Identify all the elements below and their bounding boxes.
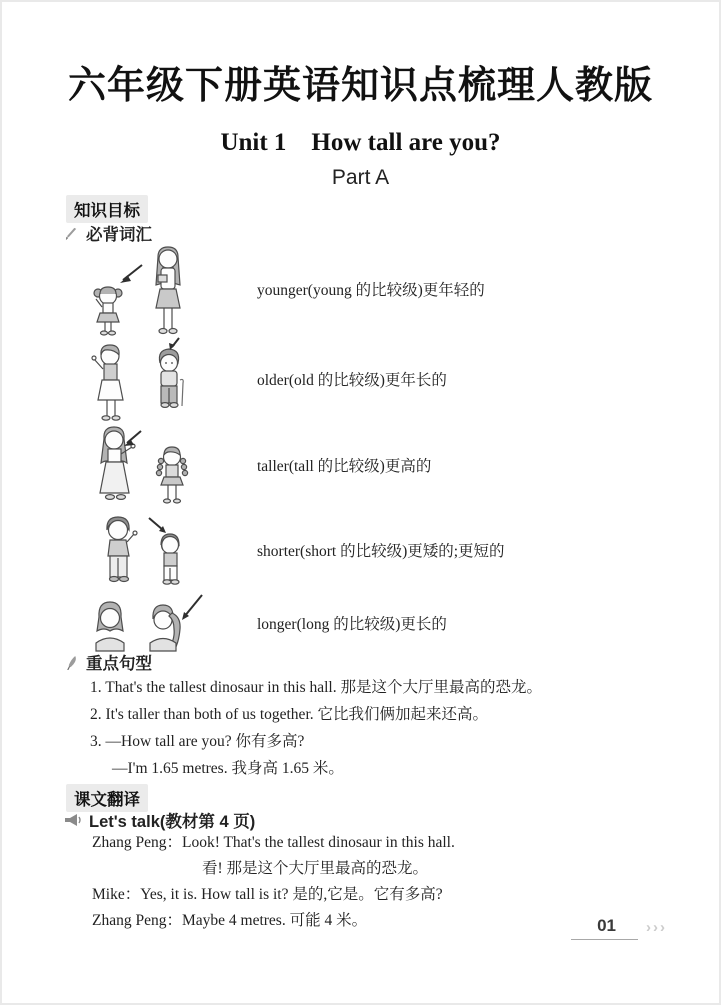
dialog-line xyxy=(92,882,672,908)
vocab-row xyxy=(62,591,672,654)
page-number: 01 xyxy=(571,916,638,940)
dialog-speaker: Mike： xyxy=(92,886,141,903)
dialog-line xyxy=(92,830,672,856)
illustration-shorter xyxy=(62,508,257,591)
vocab-text: older(old 的比较级)更年长的 xyxy=(257,371,447,389)
vocab-text: taller(tall 的比较级)更高的 xyxy=(257,457,432,475)
key-sentence: 1. That's the tallest dinosaur in this hall. 那是这个大厅里最高的恐龙。 xyxy=(90,679,542,696)
knowledge-goal-badge: 知识目标 xyxy=(66,195,148,223)
dialog-text: Yes, it is. How tall is it? 是的,它是。它有多高? xyxy=(140,886,443,903)
part-title: Part A xyxy=(331,166,390,189)
lets-talk-heading-row xyxy=(64,808,255,832)
vocab-row xyxy=(62,508,672,591)
sentences-heading-row xyxy=(64,650,152,674)
quill-icon xyxy=(64,655,79,670)
key-sentences xyxy=(90,674,670,782)
page-footer xyxy=(571,916,667,940)
vocab-text: shorter(short 的比较级)更矮的;更短的 xyxy=(257,542,505,560)
key-sentence: —I'm 1.65 metres. 我身高 1.65 米。 xyxy=(112,760,344,777)
illustration-younger xyxy=(62,243,257,336)
vocab-text: longer(long 的比较级)更长的 xyxy=(257,615,447,633)
sentences-heading: 重点句型 xyxy=(86,655,152,673)
illustration-longer xyxy=(62,591,257,654)
unit-title: Unit 1 How tall are you? xyxy=(220,129,501,156)
vocab-text: younger(young 的比较级)更年轻的 xyxy=(257,282,485,299)
pager-chevrons-icon: ››› xyxy=(646,919,667,936)
book-title: 六年级下册英语知识点梳理人教版 xyxy=(67,65,653,107)
lets-talk-heading: Let's talk(教材第 4 页) xyxy=(89,813,256,831)
illustration-older xyxy=(62,336,257,421)
vocab-list xyxy=(62,242,672,654)
dialog-text: Maybe 4 metres. 可能 4 米。 xyxy=(181,912,368,929)
dialog-speaker: Zhang Peng： xyxy=(92,834,182,851)
key-sentence: 3. —How tall are you? 你有多高? xyxy=(90,733,305,750)
illustration-taller xyxy=(62,421,257,508)
key-sentence: 2. It's taller than both of us together. 它比我们俩加起来还高。 xyxy=(90,706,488,723)
vocab-row xyxy=(62,336,672,421)
vocab-heading: 必背词汇 xyxy=(86,226,152,244)
dialog-line xyxy=(92,856,672,882)
dialog-text: Look! That's the tallest dinosaur in this hall. xyxy=(181,834,455,851)
megaphone-icon xyxy=(64,813,82,827)
vocab-row xyxy=(62,242,672,336)
pen-icon xyxy=(64,226,79,241)
translation-badge: 课文翻译 xyxy=(66,784,148,812)
dialog-speaker: Zhang Peng： xyxy=(92,912,182,929)
dialog-text: 看! 那是这个大厅里最高的恐龙。 xyxy=(202,860,429,877)
vocab-row xyxy=(62,421,672,508)
